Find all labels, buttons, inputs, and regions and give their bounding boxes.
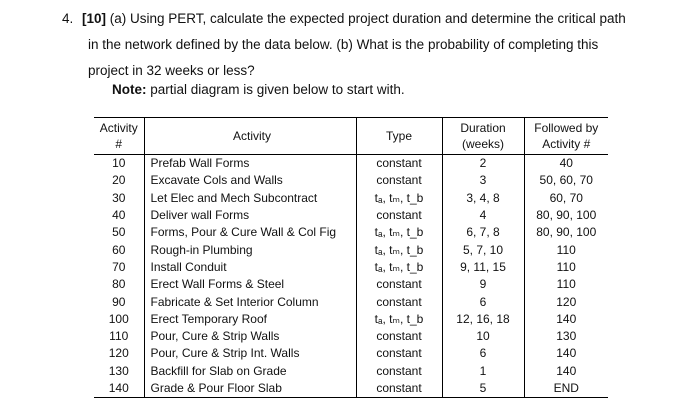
- table-row: [94, 224, 608, 241]
- table-header-row: [94, 118, 608, 155]
- cell-activity-name: Grade & Pour Floor Slab: [144, 380, 356, 398]
- table-row: [94, 363, 608, 380]
- header-activity-number: Activity #: [94, 118, 144, 155]
- cell-activity-number: 10: [112, 156, 126, 171]
- cell-duration: 5, 7, 10: [442, 241, 524, 258]
- cell-followed-by: 110: [524, 241, 608, 258]
- note-label: Note:: [112, 82, 147, 97]
- cell-activity-name: Backfill for Slab on Grade: [144, 363, 356, 380]
- cell-activity-name: Forms, Pour & Cure Wall & Col Fig: [144, 224, 356, 241]
- cell-duration: 9, 11, 15: [442, 259, 524, 276]
- cell-followed-by: 140: [524, 345, 608, 362]
- table-row: [94, 155, 608, 173]
- cell-duration: 10: [442, 328, 524, 345]
- cell-activity-number: 110: [109, 329, 129, 344]
- cell-type: tₐ, tₘ, t_b: [356, 259, 442, 276]
- cell-followed-by: 50, 60, 70: [524, 172, 608, 189]
- cell-activity-number: 120: [108, 346, 129, 361]
- cell-followed-by: 140: [524, 363, 608, 380]
- cell-duration: 5: [442, 380, 524, 398]
- cell-activity-name: Rough-in Plumbing: [144, 241, 356, 258]
- cell-activity-name: Erect Temporary Roof: [144, 311, 356, 328]
- cell-type: constant: [356, 328, 442, 345]
- table-row: [94, 380, 608, 398]
- question-line-3: project in 32 weeks or less?: [88, 63, 255, 78]
- cell-activity-number: 80: [112, 277, 126, 292]
- cell-type: constant: [356, 345, 442, 362]
- cell-activity-name: Pour, Cure & Strip Int. Walls: [144, 345, 356, 362]
- table-row: [94, 259, 608, 276]
- table-row: [94, 207, 608, 224]
- cell-activity-number: 100: [108, 311, 129, 326]
- question-points: [10]: [82, 11, 107, 26]
- note-text: partial diagram is given below to start with.: [146, 82, 405, 97]
- cell-type: tₐ, tₘ, t_b: [356, 224, 442, 241]
- cell-followed-by: 60, 70: [524, 190, 608, 207]
- activity-table-container: [94, 117, 608, 398]
- cell-type: constant: [356, 363, 442, 380]
- cell-type: constant: [356, 155, 442, 173]
- cell-duration: 6: [442, 293, 524, 310]
- note: [112, 82, 405, 97]
- cell-activity-name: Fabricate & Set Interior Column: [144, 293, 356, 310]
- question-line-1-text: (a) Using PERT, calculate the expected project duration and determine the critical path: [106, 11, 626, 26]
- cell-followed-by: 120: [524, 293, 608, 310]
- cell-followed-by: 80, 90, 100: [524, 207, 608, 224]
- cell-followed-by: 40: [524, 155, 608, 173]
- activity-table: [94, 117, 608, 398]
- cell-duration: 6, 7, 8: [442, 224, 524, 241]
- cell-followed-by: 110: [524, 276, 608, 293]
- cell-duration: 2: [442, 155, 524, 173]
- header-type: Type: [356, 118, 442, 155]
- question-text: [62, 6, 662, 84]
- cell-activity-number: 130: [108, 363, 129, 378]
- cell-activity-name: Deliver wall Forms: [144, 207, 356, 224]
- cell-activity-name: Pour, Cure & Strip Walls: [144, 328, 356, 345]
- table-row: [94, 190, 608, 207]
- cell-followed-by: 110: [524, 259, 608, 276]
- cell-type: constant: [356, 172, 442, 189]
- cell-activity-number: 70: [112, 259, 126, 274]
- cell-activity-name: Excavate Cols and Walls: [144, 172, 356, 189]
- cell-type: constant: [356, 207, 442, 224]
- table-row: [94, 345, 608, 362]
- header-activity: Activity: [144, 118, 356, 155]
- cell-type: tₐ, tₘ, t_b: [356, 241, 442, 258]
- table-row: [94, 241, 608, 258]
- cell-activity-name: Prefab Wall Forms: [144, 155, 356, 173]
- cell-duration: 12, 16, 18: [442, 311, 524, 328]
- cell-type: tₐ, tₘ, t_b: [356, 190, 442, 207]
- cell-followed-by: 130: [524, 328, 608, 345]
- cell-activity-name: Let Elec and Mech Subcontract: [144, 190, 356, 207]
- cell-activity-number: 40: [112, 208, 126, 223]
- cell-followed-by: END: [524, 380, 608, 398]
- table-row: [94, 328, 608, 345]
- table-row: [94, 293, 608, 310]
- cell-type: constant: [356, 293, 442, 310]
- cell-activity-number: 60: [112, 242, 126, 257]
- cell-activity-number: 30: [112, 190, 126, 205]
- cell-duration: 9: [442, 276, 524, 293]
- cell-activity-number: 90: [112, 294, 126, 309]
- cell-duration: 3, 4, 8: [442, 190, 524, 207]
- table-row: [94, 311, 608, 328]
- cell-activity-number: 50: [112, 225, 126, 240]
- cell-type: tₐ, tₘ, t_b: [356, 311, 442, 328]
- header-followed-by: Followed by Activity #: [524, 118, 608, 155]
- cell-followed-by: 80, 90, 100: [524, 224, 608, 241]
- table-row: [94, 172, 608, 189]
- question-number: 4.: [62, 11, 74, 26]
- cell-type: constant: [356, 380, 442, 398]
- cell-activity-name: Install Conduit: [144, 259, 356, 276]
- cell-activity-name: Erect Wall Forms & Steel: [144, 276, 356, 293]
- cell-duration: 4: [442, 207, 524, 224]
- cell-followed-by: 140: [524, 311, 608, 328]
- cell-duration: 6: [442, 345, 524, 362]
- cell-type: constant: [356, 276, 442, 293]
- cell-activity-number: 20: [112, 173, 126, 188]
- question-line-2: in the network defined by the data below. (b) What is the probability of completing this: [88, 37, 599, 52]
- cell-duration: 3: [442, 172, 524, 189]
- table-row: [94, 276, 608, 293]
- question-line-1: [62, 6, 662, 32]
- header-duration: Duration (weeks): [442, 118, 524, 155]
- cell-duration: 1: [442, 363, 524, 380]
- cell-activity-number: 140: [94, 380, 144, 398]
